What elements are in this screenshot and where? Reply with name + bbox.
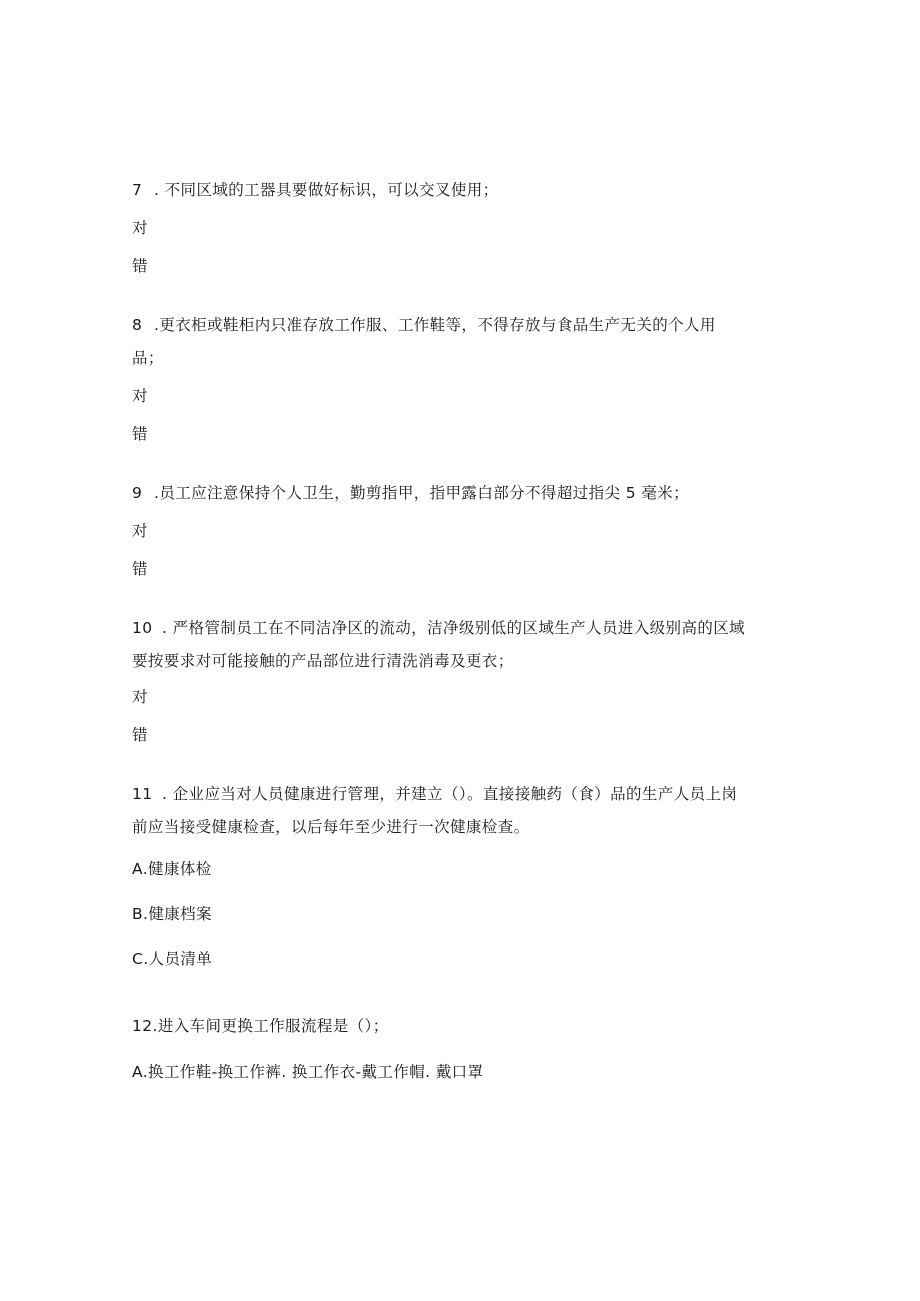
question-11-number: 11 [132, 785, 153, 803]
question-8-option-false: 错 [132, 425, 148, 443]
question-8-number: 8 [132, 316, 143, 334]
question-9-option-false: 错 [132, 560, 148, 578]
question-8-line-2: 品； [132, 349, 164, 367]
question-7-number: 7 [132, 181, 143, 199]
question-11-line-1 [132, 784, 737, 804]
question-7-option-false: 错 [132, 257, 148, 275]
question-8-option-true: 对 [132, 387, 148, 405]
question-7-text: . 不同区域的工器具要做好标识，可以交叉使用； [154, 181, 499, 199]
question-8-line-1 [132, 315, 716, 335]
question-9-number: 9 [132, 484, 143, 502]
question-9-text: .员工应注意保持个人卫生，勤剪指甲，指甲露白部分不得超过指尖 5 毫米； [154, 484, 690, 502]
question-10-option-true: 对 [132, 688, 148, 706]
question-10-text: . 严格管制员工在不同洁净区的流动，洁净级别低的区域生产人员进入级别高的区域 [162, 619, 746, 637]
question-11-line-2: 前应当接受健康检查，以后每年至少进行一次健康检查。 [132, 818, 530, 836]
question-8-text: .更衣柜或鞋柜内只准存放工作服、工作鞋等，不得存放与食品生产无关的个人用 [154, 316, 716, 334]
question-12-number: 12. [132, 1017, 158, 1035]
question-7-option-true: 对 [132, 219, 148, 237]
question-11-option-b: B.健康档案 [132, 905, 212, 923]
question-11-option-a: A.健康体检 [132, 860, 212, 878]
question-10-line-2: 要按要求对可能接触的产品部位进行清洗消毒及更衣； [132, 652, 514, 670]
question-9-line-1 [132, 483, 689, 503]
question-7-line-1 [132, 180, 499, 200]
question-11-option-c: C.人员清单 [132, 950, 213, 968]
question-9-option-true: 对 [132, 522, 148, 540]
question-11-text: . 企业应当对人员健康进行管理，并建立（）。直接接触药（食）品的生产人员上岗 [162, 785, 738, 803]
question-10-number: 10 [132, 619, 153, 637]
question-12-option-a: A.换工作鞋-换工作裤. 换工作衣-戴工作帽. 戴口罩 [132, 1063, 484, 1081]
question-12-text: 进入车间更换工作服流程是（）； [157, 1017, 389, 1035]
question-10-option-false: 错 [132, 726, 148, 744]
question-12-line-1 [132, 1016, 389, 1036]
question-10-line-1 [132, 618, 745, 638]
